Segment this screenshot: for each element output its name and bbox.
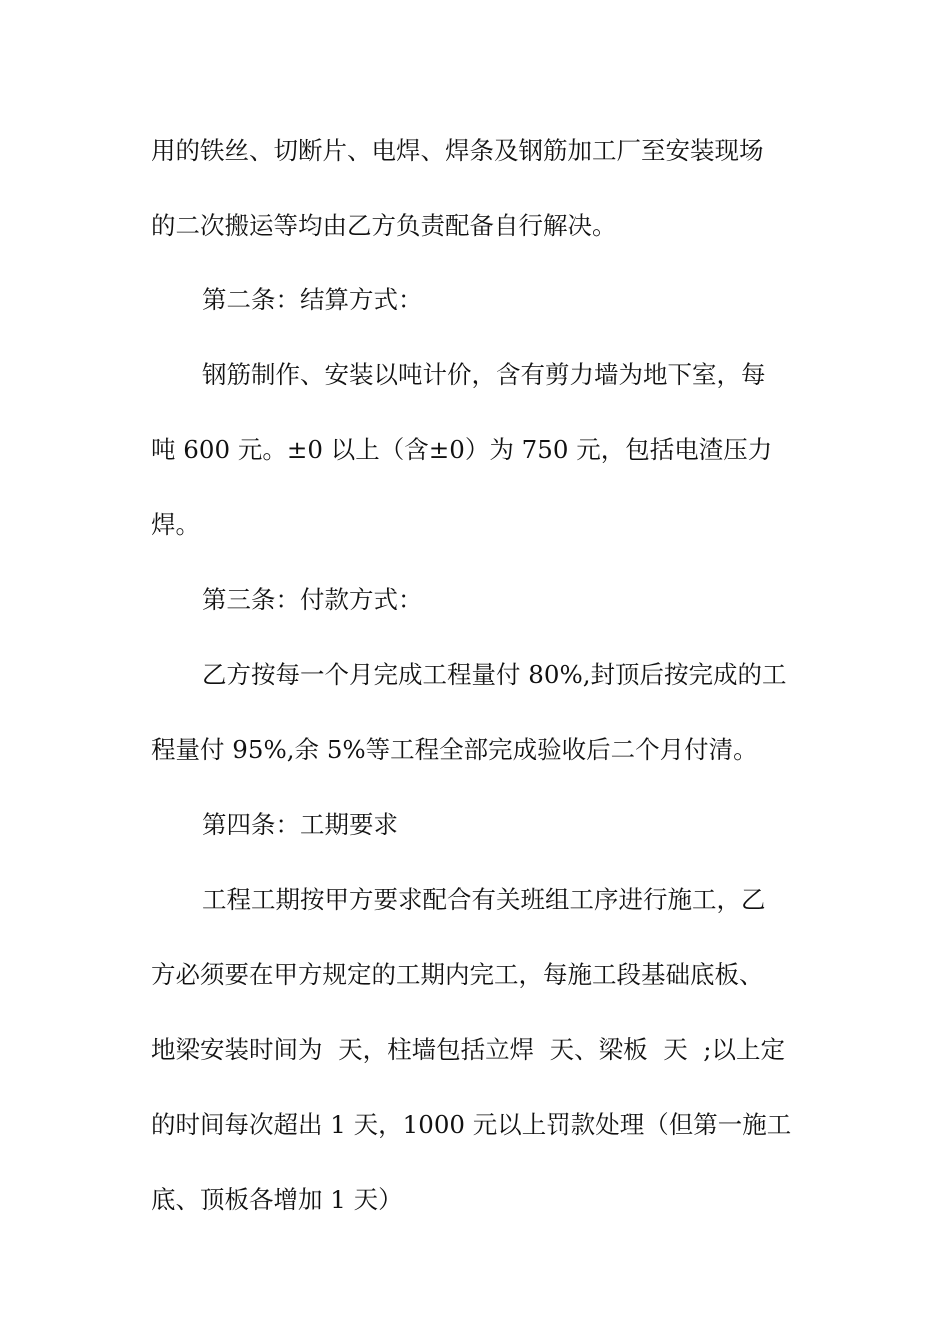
paragraph-line: 的时间每次超出 1 天，1000 元以上罚款处理（但第一施工 xyxy=(151,1110,792,1139)
paragraph-line: 乙方按每一个月完成工程量付 80%,封顶后按完成的工 xyxy=(202,660,787,689)
paragraph-line: 钢筋制作、安装以吨计价，含有剪力墙为地下室，每 xyxy=(202,360,766,389)
paragraph-line: 的二次搬运等均由乙方负责配备自行解决。 xyxy=(151,211,617,240)
paragraph-line: 焊。 xyxy=(151,510,200,539)
paragraph-line: 程量付 95%,余 5%等工程全部完成验收后二个月付清。 xyxy=(151,735,758,764)
section-heading: 第二条：结算方式： xyxy=(202,285,423,314)
paragraph-line: 吨 600 元。±0 以上（含±0）为 750 元，包括电渣压力 xyxy=(151,435,773,464)
section-heading: 第四条：工期要求 xyxy=(202,810,398,839)
paragraph-line: 用的铁丝、切断片、电焊、焊条及钢筋加工厂至安装现场 xyxy=(151,136,764,165)
paragraph-line: 方必须要在甲方规定的工期内完工，每施工段基础底板、 xyxy=(151,960,764,989)
paragraph-line: 底、顶板各增加 1 天） xyxy=(151,1185,403,1214)
paragraph-line: 工程工期按甲方要求配合有关班组工序进行施工，乙 xyxy=(202,885,766,914)
section-heading: 第三条：付款方式： xyxy=(202,585,423,614)
paragraph-line: 地梁安装时间为 天，柱墙包括立焊 天、梁板 天 ;以上定 xyxy=(151,1035,786,1064)
